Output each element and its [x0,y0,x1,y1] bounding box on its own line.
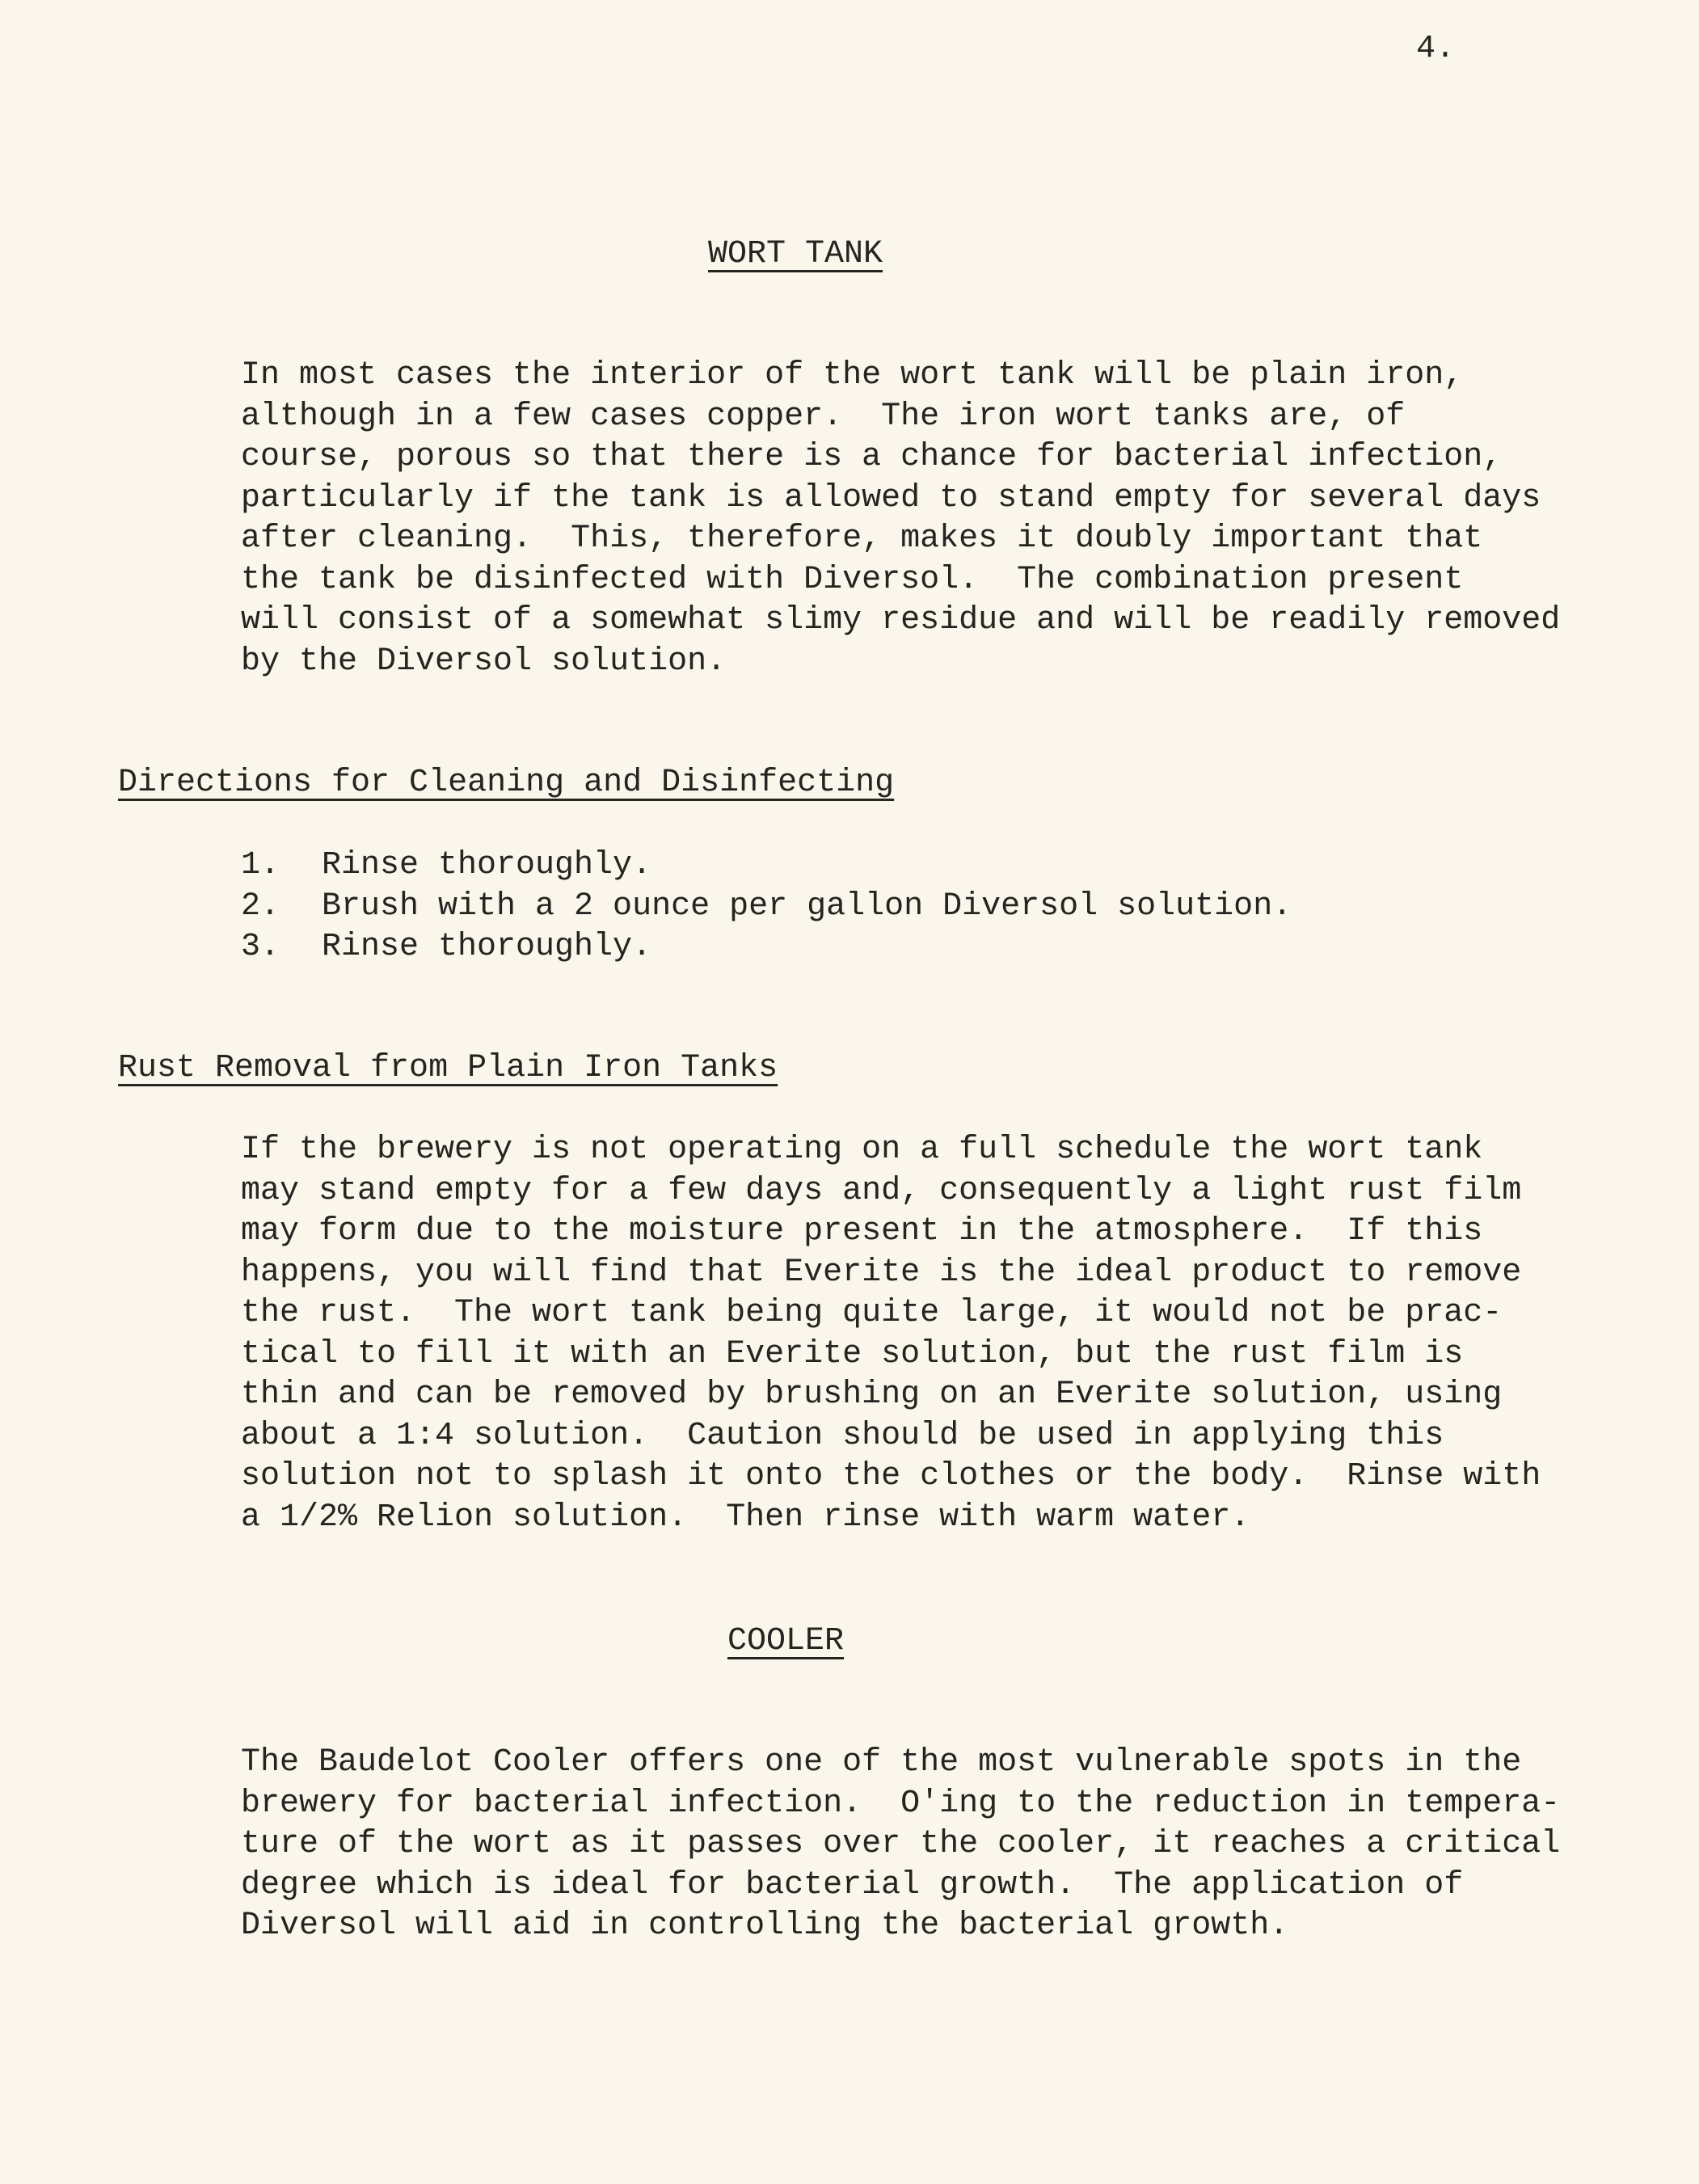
paragraph-line: brewery for bacterial infection. O'ing to the reduction in tempera- [241,1785,1561,1822]
list-item [241,927,1372,968]
paragraph-line: In most cases the interior of the wort tank will be plain iron, [241,357,1464,394]
paragraph-line: a 1/2% Relion solution. Then rinse with warm water. [241,1499,1250,1536]
list-item [241,845,1372,887]
paragraph-line: may form due to the moisture present in the atmosphere. If this [241,1213,1483,1250]
page-number: 4. [1416,31,1456,67]
paragraph-line: the tank be disinfected with Diversol. The combination present [241,561,1464,598]
step-text: Rinse thoroughly. [322,847,652,883]
directions-list [241,845,1372,968]
paragraph-line: solution not to splash it onto the clothes or the body. Rinse with [241,1458,1541,1495]
paragraph-line: course, porous so that there is a chance for bacterial infection, [241,439,1503,475]
section-title-cooler: COOLER [727,1623,845,1659]
paragraph-line: thin and can be removed by brushing on an Everite solution, using [241,1377,1503,1413]
step-text: Rinse thoroughly. [322,929,652,965]
wort-tank-intro-paragraph [241,356,1631,682]
paragraph-line: although in a few cases copper. The iron wort tanks are, of [241,398,1406,435]
directions-heading: Directions for Cleaning and Disinfecting [118,765,895,801]
section-title-wort-tank: WORT TANK [708,236,883,272]
step-number: 2. [241,888,280,925]
paragraph-line: particularly if the tank is allowed to stand empty for several days [241,479,1541,516]
paragraph-line: If the brewery is not operating on a full schedule the wort tank [241,1132,1483,1168]
paragraph-line: may stand empty for a few days and, consequently a light rust film [241,1172,1522,1209]
paragraph-line: the rust. The wort tank being quite large, it would not be prac- [241,1295,1503,1331]
rust-removal-paragraph [241,1130,1631,1538]
paragraph-line: Diversol will aid in controlling the bacterial growth. [241,1908,1289,1944]
paragraph-line: tical to fill it with an Everite solution, but the rust film is [241,1335,1464,1372]
rust-removal-heading: Rust Removal from Plain Iron Tanks [118,1050,778,1086]
cooler-paragraph [241,1743,1631,1947]
step-number: 3. [241,929,280,965]
paragraph-line: by the Diversol solution. [241,643,727,680]
paragraph-line: The Baudelot Cooler offers one of the most vulnerable spots in the [241,1744,1522,1781]
paragraph-line: will consist of a somewhat slimy residue and will be readily removed [241,602,1561,639]
paragraph-line: happens, you will find that Everite is the ideal product to remove [241,1254,1522,1291]
paragraph-line: about a 1:4 solution. Caution should be used in applying this [241,1417,1444,1454]
step-text: Brush with a 2 ounce per gallon Diversol solution. [322,888,1292,925]
step-number: 1. [241,847,280,883]
paragraph-line: after cleaning. This, therefore, makes it doubly important that [241,521,1483,557]
list-item [241,887,1372,928]
paragraph-line: ture of the wort as it passes over the cooler, it reaches a critical [241,1826,1561,1862]
paragraph-line: degree which is ideal for bacterial growth. The application of [241,1866,1464,1904]
